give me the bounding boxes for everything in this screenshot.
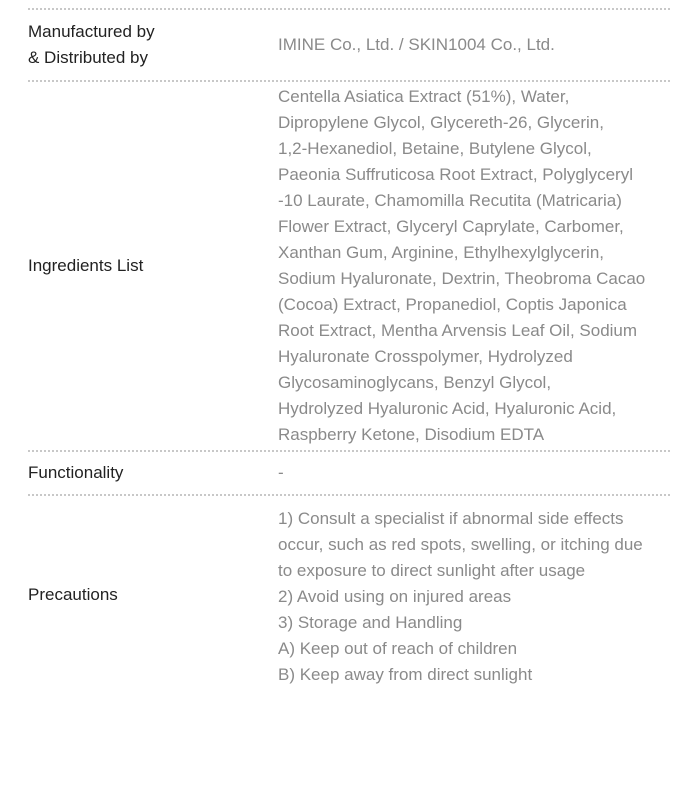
spec-label-ingredients: Ingredients List: [28, 256, 144, 275]
product-spec-table: [28, 0, 670, 696]
spec-value-precautions: 1) Consult a specialist if abnormal side effects occur, such as red spots, swelling, or itching due to exposure to direct sunlight after usage 2) Avoid using on injured areas 3) Storage and Handling A) Keep out of reach of children B) Keep away from direct sunlight: [278, 509, 643, 684]
spec-row-ingredients: [28, 82, 670, 450]
spec-label-precautions: Precautions: [28, 585, 118, 604]
spec-value-functionality: -: [278, 463, 284, 482]
spec-value-manufacturer: IMINE Co., Ltd. / SKIN1004 Co., Ltd.: [278, 35, 555, 54]
spec-label-functionality: Functionality: [28, 463, 124, 482]
spec-value-ingredients: Centella Asiatica Extract (51%), Water, Dipropylene Glycol, Glycereth-26, Glycerin, 1,2-Hexanediol, Betaine, Butylene Glycol, Paeonia Suffruticosa Root Extract, Polyglyceryl -10 Laurate, Chamomilla Recutita (Matricaria) Flower Extract, Glyceryl Caprylate, Carbomer, Xanthan Gum, Arginine, Ethylhexylglycerin, Sodium Hyaluronate, Dextrin, Theobroma Cacao (Cocoa) Extract, Propanediol, Coptis Japonica Root Extract, Mentha Arvensis Leaf Oil, Sodium Hyaluronate Crosspolymer, Hydrolyzed Glycosaminoglycans, Benzyl Glycol, Hydrolyzed Hyaluronic Acid, Hyaluronic Acid, Raspberry Ketone, Disodium EDTA: [278, 87, 646, 444]
spec-row-precautions: [28, 496, 670, 696]
spec-row-functionality: [28, 452, 670, 494]
spec-row-manufacturer: [28, 10, 670, 80]
spec-label-manufacturer: Manufactured by & Distributed by: [28, 22, 155, 67]
